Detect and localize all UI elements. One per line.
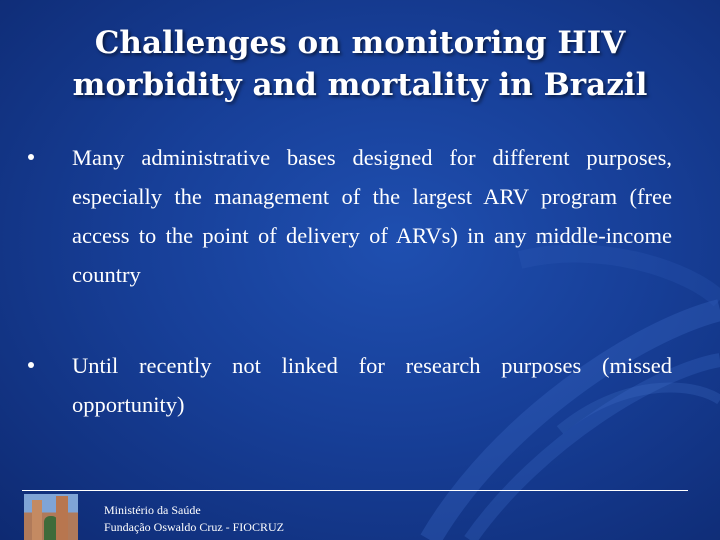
footer-institution [104, 502, 284, 536]
bullet-dot-icon [28, 362, 34, 368]
title-line-2: morbidity and mortality in Brazil [72, 67, 648, 103]
footer-foundation: Fundação Oswaldo Cruz - FIOCRUZ [104, 520, 284, 534]
building-photo-icon [24, 494, 78, 540]
bullet-text: Until recently not linked for research purposes (missed opportunity) [72, 353, 672, 417]
bullet-list [22, 138, 672, 424]
slide-title [40, 22, 680, 106]
footer-divider [22, 490, 688, 491]
bullet-dot-icon [28, 154, 34, 160]
title-line-1: Challenges on monitoring HIV [94, 25, 626, 61]
footer-ministry: Ministério da Saúde [104, 503, 201, 517]
bullet-item [22, 138, 672, 294]
bullet-text: Many administrative bases designed for different purposes, especially the management of the largest ARV program (free access to the point of delivery of ARVs) in any middle-income country [72, 145, 672, 287]
bullet-item [22, 346, 672, 424]
